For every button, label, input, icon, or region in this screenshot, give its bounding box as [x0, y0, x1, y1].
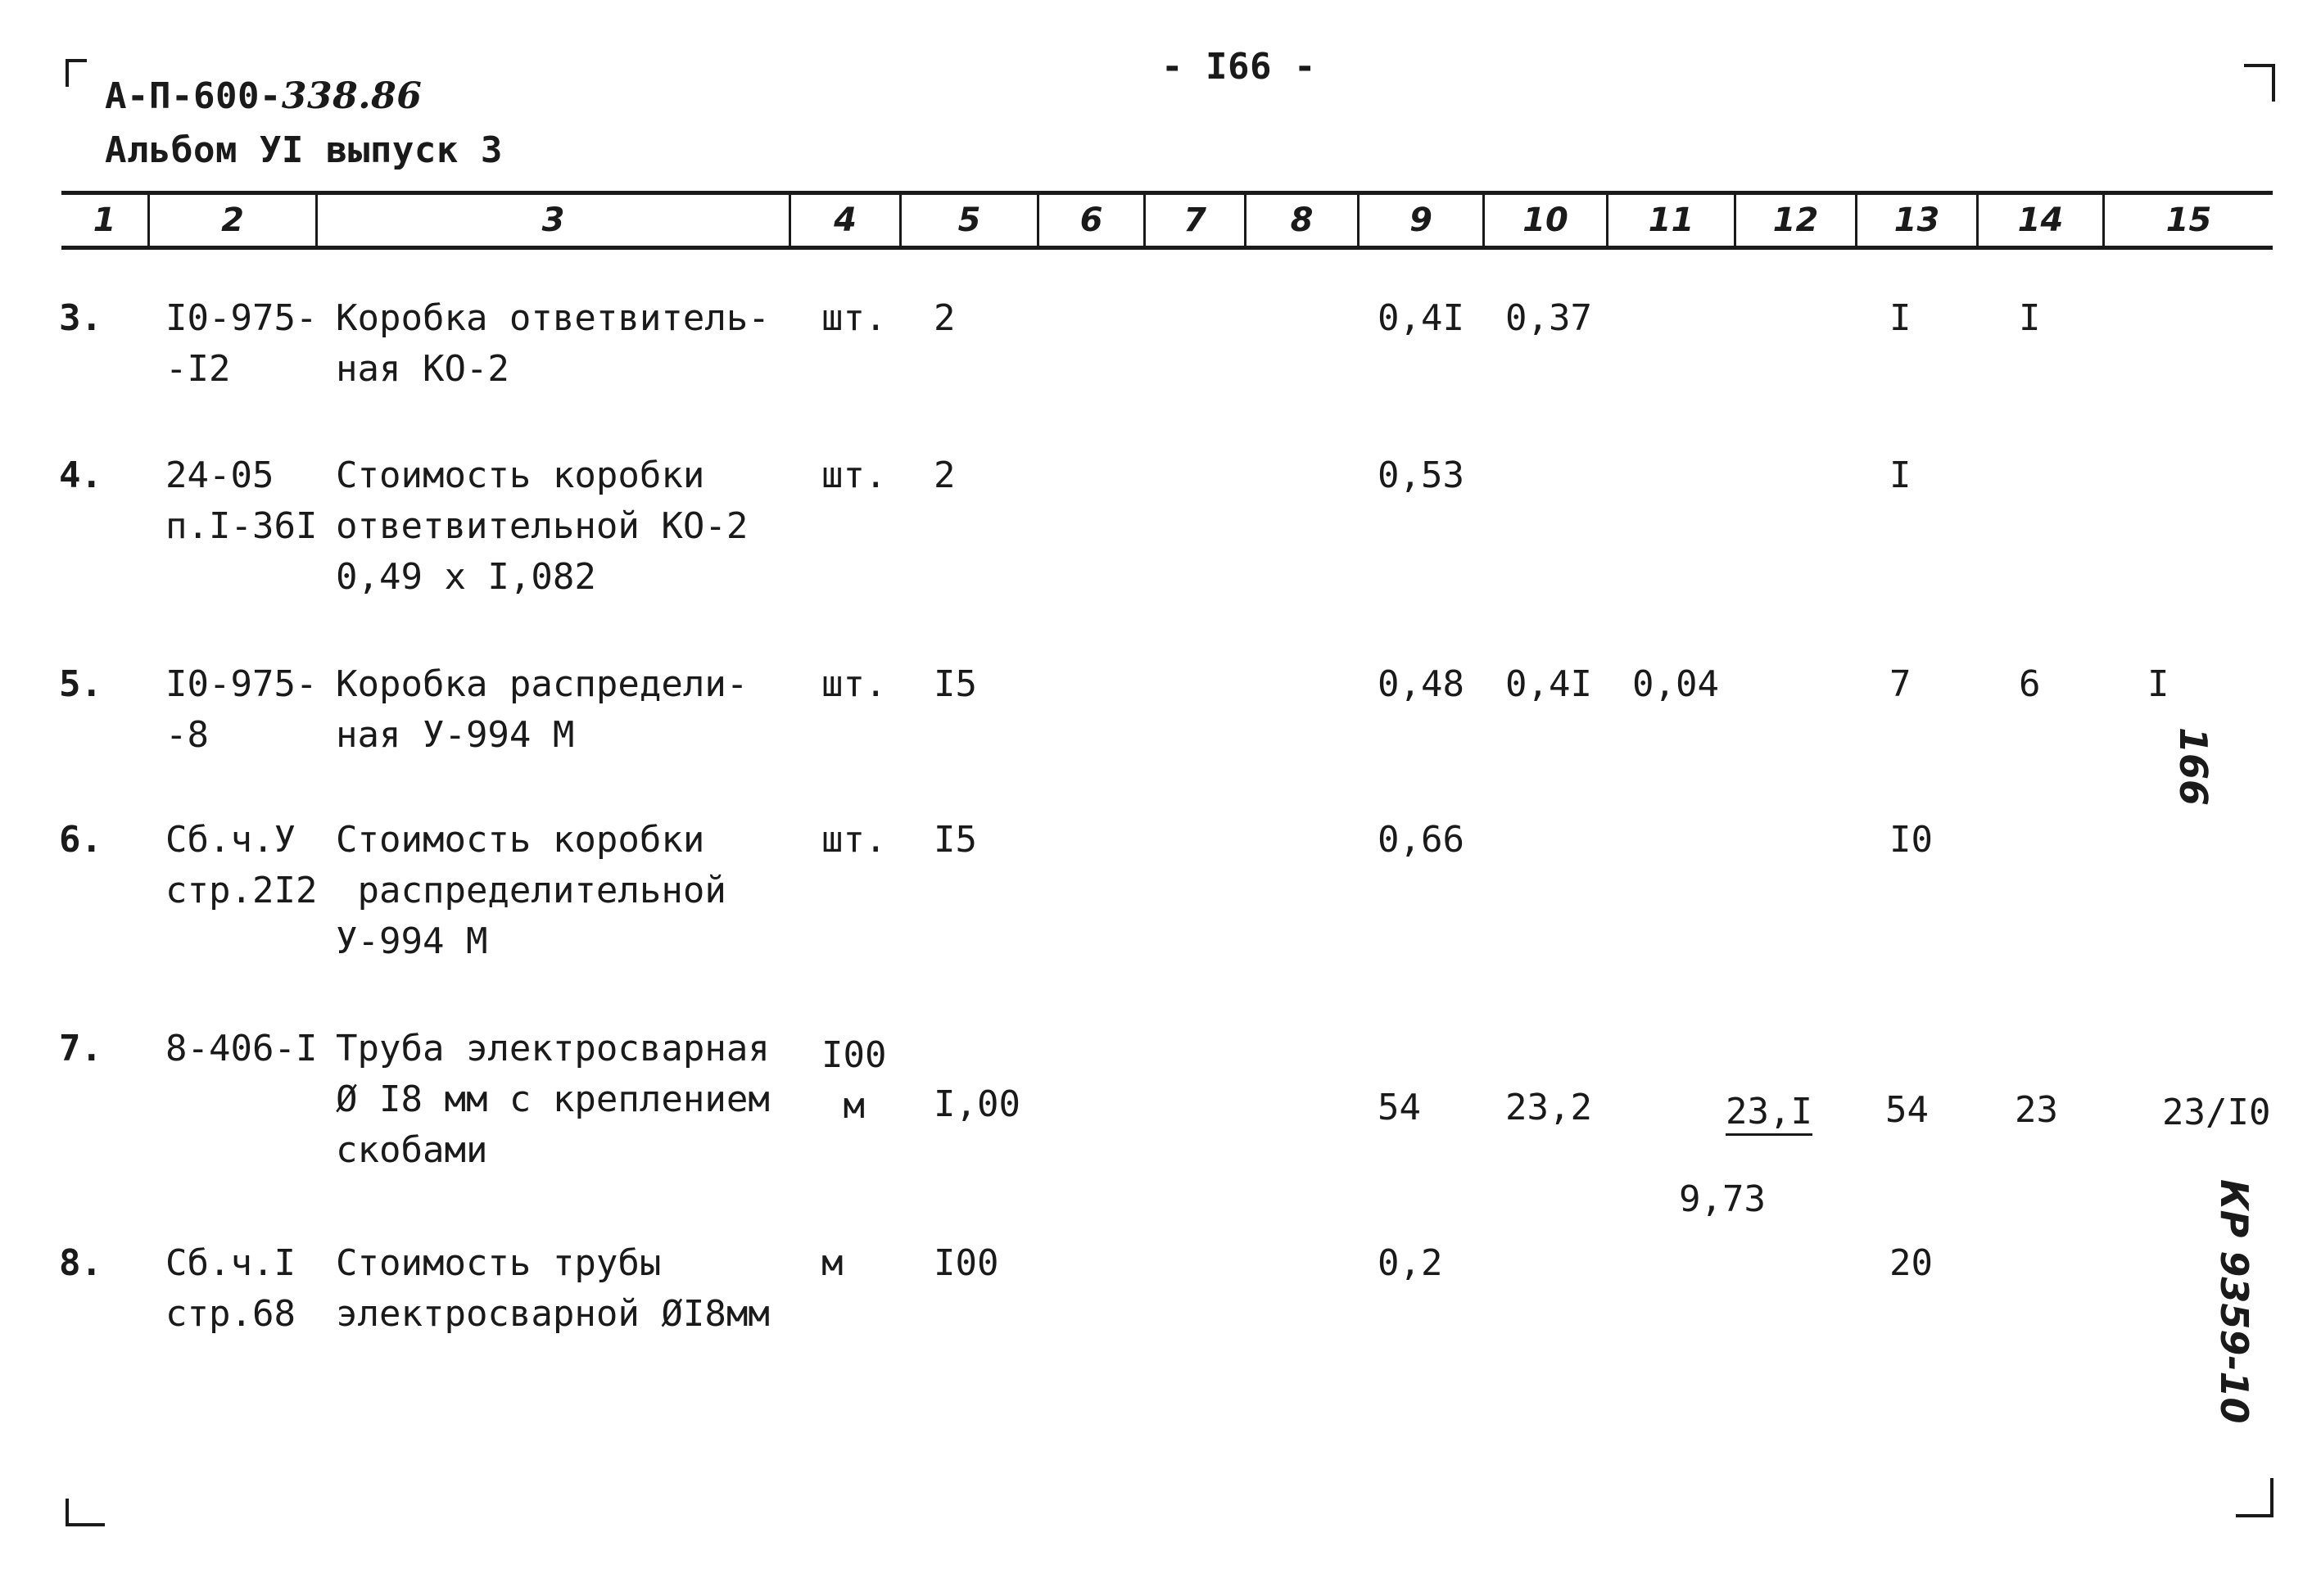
row-number: 7. [59, 1028, 102, 1069]
row-qty: 2 [934, 297, 956, 339]
row-number: 5. [59, 663, 102, 705]
row-number: 3. [59, 297, 102, 339]
row-code-line: Сб.ч.I [165, 1242, 296, 1284]
column-number: 3 [541, 201, 565, 239]
corner-mark-top-left [66, 59, 87, 87]
row-code [165, 293, 317, 395]
column-number: 1 [93, 201, 116, 239]
row-number: 6. [59, 819, 102, 861]
row-name-line: 0,49 х I,082 [336, 556, 596, 598]
row-name-line: Коробка ответвитель- [336, 297, 770, 339]
row-name-line: Стоимость трубы [336, 1242, 662, 1284]
row-name [336, 293, 770, 395]
row-code-line: 24-05 [165, 454, 274, 496]
column-number: 13 [1893, 201, 1940, 239]
row-code-line: I0-975- [165, 297, 318, 339]
row-name-line: Стоимость коробки [336, 454, 705, 496]
row-qty: I5 [934, 663, 977, 705]
row-unit [821, 1030, 886, 1132]
column-number: 14 [2017, 201, 2064, 239]
row-col10: 23,2 [1505, 1087, 1592, 1128]
row-name-line: ная У-994 М [336, 714, 575, 756]
album-title: Альбом УI выпуск 3 [105, 129, 503, 171]
column-number: 8 [1290, 201, 1314, 239]
column-number: 9 [1409, 201, 1432, 239]
row-col11-fraction [1632, 1048, 1812, 1306]
row-col11-numerator: 23,I [1726, 1091, 1812, 1136]
row-unit [821, 450, 886, 501]
row-qty: I,00 [934, 1083, 1020, 1125]
row-col13: I [1889, 454, 1912, 496]
row-col9: 0,4I [1378, 297, 1464, 339]
row-name [336, 815, 726, 967]
row-name [336, 450, 748, 603]
row-code-line: I0-975- [165, 663, 318, 705]
row-unit-line: м [821, 1085, 865, 1127]
row-code-line: -I2 [165, 348, 231, 390]
row-col11: 0,04 [1632, 663, 1719, 705]
document-code [105, 75, 422, 117]
table-header-bottom-rule [61, 246, 2273, 250]
row-name [336, 1238, 770, 1340]
row-unit [821, 1238, 844, 1289]
row-code-line: 8-406-I [165, 1028, 318, 1069]
row-code-line: п.I-36I [165, 505, 318, 547]
row-col9: 0,66 [1378, 819, 1464, 861]
corner-mark-top-right [2244, 64, 2275, 102]
row-name [336, 659, 748, 761]
archive-code-rotated: КР 9359-10 [2212, 1179, 2256, 1424]
row-code-line: стр.68 [165, 1293, 296, 1335]
row-unit-line: I00 [821, 1034, 887, 1076]
row-unit-line: шт. [821, 663, 887, 705]
row-unit [821, 815, 886, 866]
row-qty: I00 [934, 1242, 999, 1284]
column-number: 11 [1648, 201, 1694, 239]
column-number: 6 [1079, 201, 1103, 239]
row-name-line: распределительной [336, 870, 726, 911]
row-name [336, 1024, 770, 1176]
row-code [165, 450, 317, 552]
row-col10: 0,4I [1505, 663, 1592, 705]
row-name-line: электросварной ØI8мм [336, 1293, 770, 1335]
row-col9: 54 [1378, 1087, 1421, 1128]
row-code [165, 659, 317, 761]
row-name-line: скобами [336, 1129, 488, 1171]
column-number: 10 [1522, 201, 1568, 239]
row-name-line: Ø I8 мм с креплением [336, 1078, 770, 1120]
column-number: 15 [2165, 201, 2212, 239]
row-code-line: Сб.ч.У [165, 819, 296, 861]
row-col13: 20 [1889, 1242, 1933, 1284]
row-col9: 0,2 [1378, 1242, 1443, 1284]
row-name-line: Стоимость коробки [336, 819, 705, 861]
row-unit-line: шт. [821, 297, 887, 339]
column-number: 7 [1183, 201, 1206, 239]
row-col13: I0 [1889, 819, 1933, 861]
row-number: 8. [59, 1242, 102, 1284]
column-number: 12 [1772, 201, 1819, 239]
row-col13: 7 [1889, 663, 1912, 705]
row-name-line: ответвительной КО-2 [336, 505, 749, 547]
row-unit-line: м [821, 1242, 844, 1284]
row-col9: 0,53 [1378, 454, 1464, 496]
document-code-prefix: А-П-600- [105, 75, 282, 117]
row-name-line: ная КО-2 [336, 348, 509, 390]
row-col14: 6 [2019, 663, 2041, 705]
row-code [165, 1024, 317, 1074]
row-name-line: Коробка распредели- [336, 663, 749, 705]
row-code [165, 1238, 296, 1340]
row-code [165, 815, 317, 916]
row-col10: 0,37 [1505, 297, 1592, 339]
row-qty: I5 [934, 819, 977, 861]
corner-mark-bottom-left [66, 1499, 105, 1526]
column-number: 4 [834, 201, 857, 239]
page-number: - I66 - [1161, 46, 1316, 88]
corner-mark-bottom-right [2236, 1478, 2273, 1517]
row-unit-line: шт. [821, 454, 887, 496]
row-code-line: -8 [165, 714, 209, 756]
row-qty: 2 [934, 454, 956, 496]
row-col11-denominator: 9,73 [1678, 1178, 1766, 1220]
page-stamp-rotated: 166 [2171, 727, 2215, 807]
document-code-suffix: 338.86 [281, 75, 423, 117]
row-col13: 54 [1885, 1089, 1929, 1131]
row-name-line: Труба электросварная [336, 1028, 770, 1069]
column-number: 2 [221, 201, 244, 239]
row-code-line: стр.2I2 [165, 870, 318, 911]
row-unit-line: шт. [821, 819, 887, 861]
row-col15: 23/I0 [2162, 1092, 2271, 1133]
row-col9: 0,48 [1378, 663, 1464, 705]
row-number: 4. [59, 454, 102, 496]
column-number: 5 [957, 201, 981, 239]
row-col15: I [2147, 663, 2169, 705]
row-unit [821, 659, 886, 710]
row-unit [821, 293, 886, 344]
row-col14: 23 [2015, 1089, 2058, 1131]
row-name-line: У-994 М [336, 920, 488, 962]
row-col14: I [2019, 297, 2041, 339]
row-col13: I [1889, 297, 1912, 339]
